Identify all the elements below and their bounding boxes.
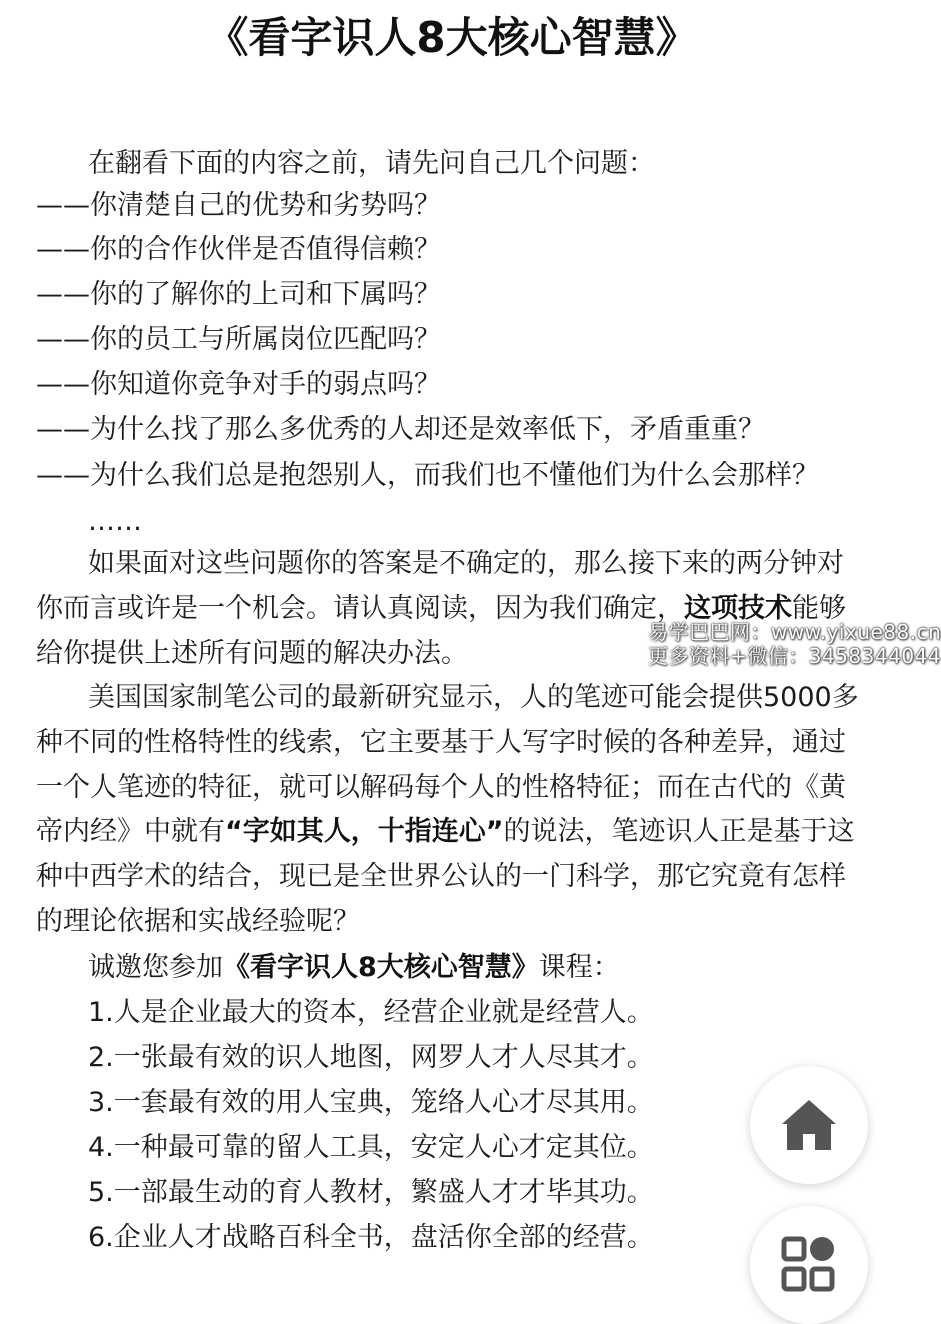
paragraph-line: 如果面对这些问题你的答案是不确定的，那么接下来的两分钟对 [88,548,844,579]
paragraph-text: 你而言或许是一个机会。请认真阅读，因为我们确定， [36,593,684,624]
list-item: 6.企业人才战略百科全书，盘活你全部的经营。 [88,1222,654,1253]
list-item: 5.一部最生动的育人教材，繁盛人才才毕其功。 [88,1177,654,1208]
paragraph-line: 美国国家制笔公司的最新研究显示，人的笔迹可能会提供5000多 [88,682,859,713]
question-item: ——你知道你竞争对手的弱点吗？ [36,369,441,400]
question-item: ——你的员工与所属岗位匹配吗？ [36,324,441,355]
course-title: 《看字识人8大核心智慧》 [223,952,539,983]
question-item: ——你的合作伙伴是否值得信赖？ [36,234,441,265]
paragraph-line: 种不同的性格特性的线索，它主要基于人写字时候的各种差异，通过 [36,727,846,758]
paragraph-line: 的理论依据和实战经验呢？ [36,906,360,937]
page-title: 《看字识人8大核心智慧》 [206,13,698,62]
paragraph-line: 一个人笔迹的特征，就可以解码每个人的性格特征；而在古代的《黄 [36,772,846,803]
question-item: ——为什么找了那么多优秀的人却还是效率低下，矛盾重重？ [36,414,765,445]
list-item: 2.一张最有效的识人地图，网罗人才人尽其才。 [88,1042,654,1073]
paragraph-line [36,812,855,852]
intro-text: 在翻看下面的内容之前，请先问自己几个问题： [88,148,655,179]
grid-button[interactable] [750,1206,868,1324]
bold-phrase: 这项技术 [684,593,792,624]
ellipsis-text: …… [88,506,142,537]
home-icon [779,1097,839,1153]
watermark-line: 易学巴巴网：www.yixue88.cn [648,620,941,644]
invite-text: 诚邀您参加 [88,952,223,983]
list-item: 4.一种最可靠的留人工具，安定人心才定其位。 [88,1132,654,1163]
bold-phrase: “字如其人，十指连心” [225,816,504,847]
paragraph-text: 能够 [792,593,846,624]
list-item: 1.人是企业最大的资本，经营企业就是经营人。 [88,997,654,1028]
question-item: ——为什么我们总是抱怨别人，而我们也不懂他们为什么会那样？ [36,460,819,491]
invite-line [88,948,620,988]
paragraph-line: 种中西学术的结合，现已是全世界公认的一门科学，那它究竟有怎样 [36,861,846,892]
watermark-line: 更多资料+微信：3458344044 [648,644,941,668]
paragraph-text: 帝内经》中就有 [36,816,225,847]
paragraph-line: 给你提供上述所有问题的解决办法。 [36,638,468,669]
question-item: ——你清楚自己的优势和劣势吗？ [36,190,441,221]
grid-icon [781,1236,837,1292]
paragraph-text: 的说法，笔迹识人正是基于这 [503,816,855,847]
question-item: ——你的了解你的上司和下属吗？ [36,279,441,310]
list-item: 3.一套最有效的用人宝典，笼络人心才尽其用。 [88,1087,654,1118]
home-button[interactable] [750,1066,868,1184]
invite-text: 课程： [538,952,620,983]
